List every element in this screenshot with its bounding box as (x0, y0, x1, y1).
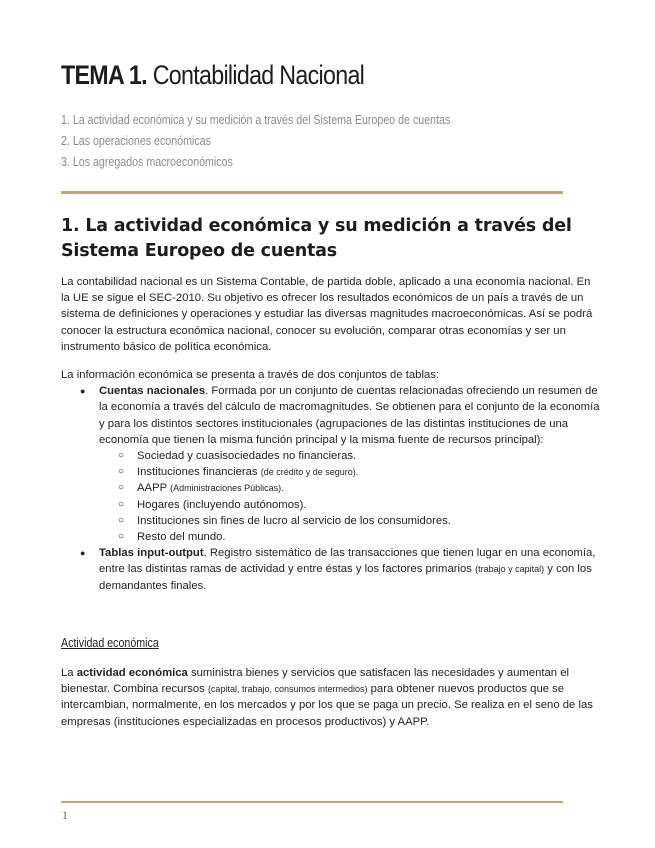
paragraph-text (61, 665, 601, 730)
sector-note: (de crédito y de seguro). (260, 467, 359, 478)
sector-item: ○ Hogares (incluyendo autónomos). (137, 497, 601, 513)
bullet-note: (trabajo y capital) (475, 564, 545, 575)
tables-intro: La información económica se presenta a través de dos conjuntos de tablas: (61, 369, 440, 381)
text-bold: actividad económica (76, 667, 188, 679)
page-number: 1 (62, 808, 68, 822)
sector-main: Instituciones financieras (137, 466, 261, 479)
document-title (61, 60, 364, 91)
paragraph-text: La contabilidad nacional es un Sistema Contable, de partida doble, aplicado a una economía nacional. En la UE se sigue el SEC-2010. Su objetivo es ofrecer los resultados económicos de un país a través de un sistema de definiciones y operaciones y estudiar las diversas magnitudes macroeconómicas. Así se podrá conocer la estructura económica nacional, conocer su evolución, comparar otras economías y ser un instrumento básico de política económica. (61, 276, 593, 353)
tables-list (61, 383, 601, 594)
title-bold: TEMA 1. (61, 60, 147, 90)
sector-item: ○ Resto del mundo. (137, 529, 601, 545)
header-divider (61, 191, 563, 194)
sectors-list (99, 448, 601, 545)
text-note: (capital, trabajo, consumos intermedios) (207, 684, 368, 695)
toc-item-3: 3. Los agregados macroeconómicos (61, 154, 233, 169)
title-rest: Contabilidad Nacional (146, 60, 365, 90)
bullet-term: Cuentas nacionales (99, 385, 206, 398)
footer-divider (61, 801, 563, 803)
tables-section (61, 367, 601, 594)
toc-item-2: 2. Las operaciones económicas (61, 133, 211, 148)
list-item-cuentas (99, 383, 601, 545)
activity-paragraph (61, 665, 601, 730)
intro-paragraph (61, 274, 601, 355)
table-of-contents (61, 109, 450, 172)
subsection-heading: Actividad económica (61, 635, 159, 650)
bullet-text: . Formada por un conjunto de cuentas relacionadas ofreciendo un resumen de la economía a través del cálculo de macromagnitudes. Se obtienen para el conjunto de la economía y para los distintos sectores institucionales (agrupaciones de las distintas instituciones de una economía que tienen la misma función principal y la misma fuente de recursos principal): (99, 385, 600, 446)
sector-main: AAPP (137, 482, 171, 495)
toc-item-1: 1. La actividad económica y su medición a través del Sistema Europeo de cuentas (61, 112, 451, 127)
sector-note: (Administraciones Públicas). (170, 483, 284, 494)
text-mid: suministra bienes y servicios que satisfacen las necesidades y aumentan el bienestar. Combina recursos (61, 667, 570, 696)
section-heading: 1. La actividad económica y su medición a través del Sistema Europeo de cuentas (61, 216, 572, 261)
bullet-end: y con los demandantes finales. (99, 563, 592, 592)
sector-item: ○ Instituciones sin fines de lucro al servicio de los consumidores. (137, 513, 601, 529)
sector-item (137, 480, 601, 496)
sector-item (137, 464, 601, 480)
bullet-term: Tablas input-output (99, 547, 204, 560)
sector-item: ○ Sociedad y cuasisociedades no financieras. (137, 448, 601, 464)
list-item-input-output (99, 545, 601, 594)
text-start: La (61, 667, 77, 679)
bullet-text: . Registro sistemático de las transacciones que tienen lugar en una economía, entre las distintas ramas de actividad y entre éstas y los factores primarios (99, 547, 596, 576)
text-end: para obtener nuevos productos que se intercambian, normalmente, en los mercados y por los que se paga un precio. Se realiza en el seno de las empresas (instituciones especializadas en procesos productivos) y AAPP. (61, 683, 593, 728)
